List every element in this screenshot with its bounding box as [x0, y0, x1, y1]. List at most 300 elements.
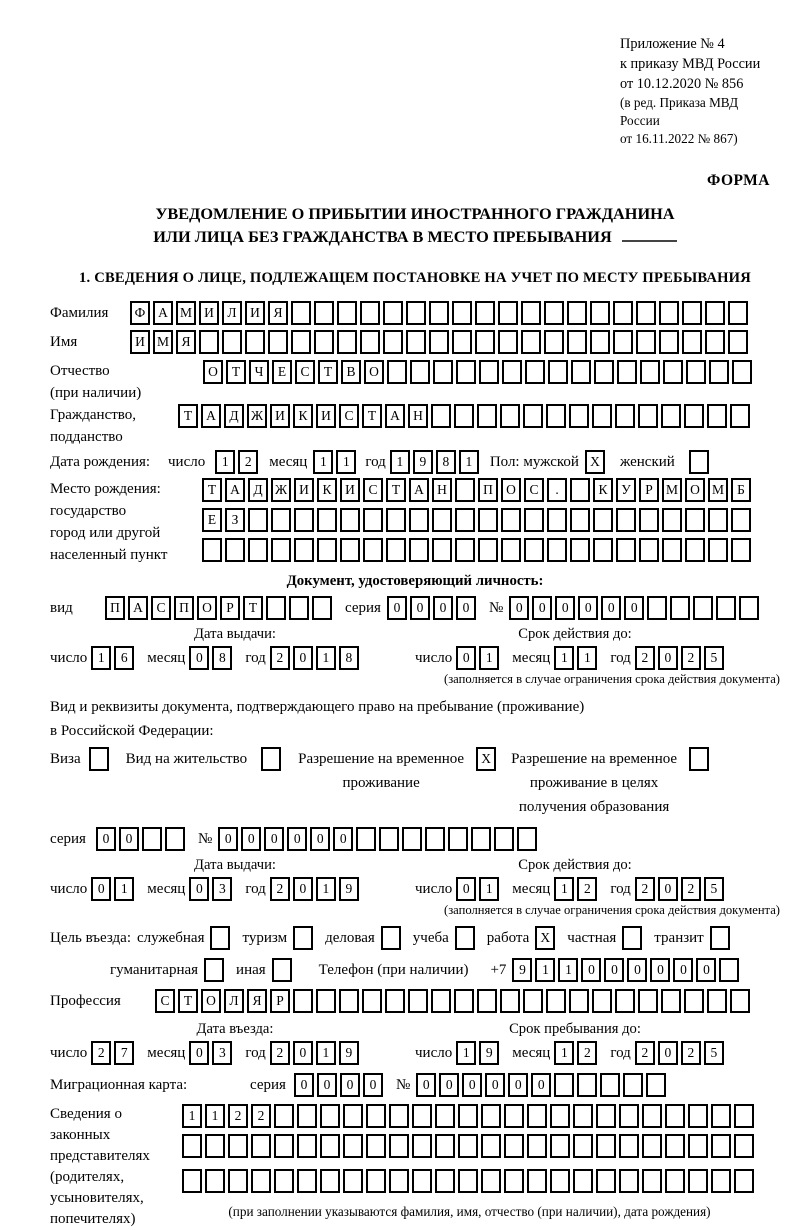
birth-month-cell[interactable]: 1 [313, 450, 333, 474]
citizenship-cell[interactable] [730, 404, 750, 428]
citizenship-cell[interactable] [684, 404, 704, 428]
patronymic-cell[interactable]: Е [272, 360, 292, 384]
patronymic-cell[interactable]: В [341, 360, 361, 384]
surname-cell[interactable]: А [153, 301, 173, 325]
birthplace-cell[interactable]: О [685, 478, 705, 502]
surname-cell[interactable] [613, 301, 633, 325]
birthplace-cell[interactable] [731, 508, 751, 532]
purpose-sluzhebnaya-cell[interactable] [210, 926, 230, 950]
migration-number-cell[interactable]: 0 [462, 1073, 482, 1097]
profession-cell[interactable] [546, 989, 566, 1013]
representatives-cell[interactable] [481, 1104, 501, 1128]
phone-digit-cell[interactable]: 1 [558, 958, 578, 982]
firstname-cell[interactable] [337, 330, 357, 354]
birth-day-cell[interactable]: 1 [215, 450, 235, 474]
representatives-cell[interactable] [412, 1104, 432, 1128]
representatives-cell[interactable] [228, 1134, 248, 1158]
representatives-cell[interactable] [251, 1134, 271, 1158]
firstname-cell[interactable] [452, 330, 472, 354]
representatives-cell[interactable]: 1 [205, 1104, 225, 1128]
stay-year-cell[interactable]: 0 [658, 1041, 678, 1065]
doc-number-cell[interactable]: 0 [532, 596, 552, 620]
representatives-cell[interactable] [550, 1169, 570, 1193]
birthplace-cell[interactable] [547, 538, 567, 562]
representatives-cell[interactable] [665, 1169, 685, 1193]
purpose-ucheba-cell[interactable] [455, 926, 475, 950]
entry-month-cell[interactable]: 0 [189, 1041, 209, 1065]
representatives-cell[interactable] [274, 1134, 294, 1158]
entry-day-cell[interactable]: 2 [91, 1041, 111, 1065]
purpose-rabota-cell[interactable]: X [535, 926, 555, 950]
profession-cell[interactable] [500, 989, 520, 1013]
firstname-cell[interactable] [268, 330, 288, 354]
birthplace-cell[interactable] [501, 538, 521, 562]
doc-number-cell[interactable]: 0 [601, 596, 621, 620]
representatives-cell[interactable] [711, 1104, 731, 1128]
doc-number-cell[interactable]: 0 [624, 596, 644, 620]
phone-digit-cell[interactable]: 0 [650, 958, 670, 982]
stay-day-cell[interactable]: 9 [479, 1041, 499, 1065]
firstname-cell[interactable] [199, 330, 219, 354]
patronymic-cell[interactable]: Т [318, 360, 338, 384]
representatives-cell[interactable] [550, 1104, 570, 1128]
permit-issue-day-cell[interactable]: 0 [91, 877, 111, 901]
citizenship-cell[interactable] [431, 404, 451, 428]
patronymic-cell[interactable] [479, 360, 499, 384]
firstname-cell[interactable] [360, 330, 380, 354]
doc-number-cell[interactable]: 0 [555, 596, 575, 620]
representatives-cell[interactable] [711, 1169, 731, 1193]
migration-series-cell[interactable]: 0 [340, 1073, 360, 1097]
firstname-cell[interactable] [613, 330, 633, 354]
representatives-cell[interactable] [297, 1104, 317, 1128]
visa-checkbox-cell[interactable] [89, 747, 109, 771]
profession-cell[interactable] [730, 989, 750, 1013]
citizenship-cell[interactable]: Т [178, 404, 198, 428]
representatives-cell[interactable] [596, 1169, 616, 1193]
doc-type-cell[interactable] [312, 596, 332, 620]
representatives-cell[interactable]: 2 [251, 1104, 271, 1128]
firstname-cell[interactable] [498, 330, 518, 354]
surname-cell[interactable] [544, 301, 564, 325]
profession-cell[interactable] [385, 989, 405, 1013]
representatives-cell[interactable] [527, 1104, 547, 1128]
birthplace-cell[interactable] [363, 508, 383, 532]
patronymic-cell[interactable] [640, 360, 660, 384]
profession-cell[interactable] [339, 989, 359, 1013]
representatives-cell[interactable] [734, 1134, 754, 1158]
surname-cell[interactable]: Л [222, 301, 242, 325]
representatives-cell[interactable] [458, 1134, 478, 1158]
permit-number-cell[interactable] [517, 827, 537, 851]
permit-expiry-day-cell[interactable]: 0 [456, 877, 476, 901]
birthplace-cell[interactable] [248, 508, 268, 532]
birthplace-cell[interactable]: И [294, 478, 314, 502]
representatives-cell[interactable] [527, 1169, 547, 1193]
surname-cell[interactable] [590, 301, 610, 325]
firstname-cell[interactable] [544, 330, 564, 354]
profession-cell[interactable] [477, 989, 497, 1013]
permit-series-cell[interactable]: 0 [119, 827, 139, 851]
doc-issue-day-cell[interactable]: 1 [91, 646, 111, 670]
patronymic-cell[interactable]: Ч [249, 360, 269, 384]
doc-type-cell[interactable]: О [197, 596, 217, 620]
birthplace-cell[interactable] [317, 538, 337, 562]
profession-cell[interactable]: Р [270, 989, 290, 1013]
birthplace-cell[interactable]: М [708, 478, 728, 502]
representatives-cell[interactable]: 1 [182, 1104, 202, 1128]
profession-cell[interactable] [707, 989, 727, 1013]
permit-number-cell[interactable]: 0 [287, 827, 307, 851]
firstname-cell[interactable] [590, 330, 610, 354]
stay-day-cell[interactable]: 1 [456, 1041, 476, 1065]
citizenship-cell[interactable]: К [293, 404, 313, 428]
migration-series-cell[interactable]: 0 [294, 1073, 314, 1097]
doc-issue-year-cell[interactable]: 8 [339, 646, 359, 670]
birthplace-cell[interactable] [455, 478, 475, 502]
citizenship-cell[interactable] [523, 404, 543, 428]
doc-issue-year-cell[interactable]: 1 [316, 646, 336, 670]
migration-series-cell[interactable]: 0 [317, 1073, 337, 1097]
citizenship-cell[interactable] [500, 404, 520, 428]
doc-issue-year-cell[interactable]: 0 [293, 646, 313, 670]
doc-type-cell[interactable]: П [174, 596, 194, 620]
patronymic-cell[interactable]: С [295, 360, 315, 384]
migration-number-cell[interactable] [600, 1073, 620, 1097]
profession-cell[interactable] [615, 989, 635, 1013]
birthplace-cell[interactable] [570, 538, 590, 562]
representatives-cell[interactable] [734, 1104, 754, 1128]
representatives-cell[interactable] [527, 1134, 547, 1158]
birthplace-cell[interactable] [685, 508, 705, 532]
citizenship-cell[interactable] [661, 404, 681, 428]
citizenship-cell[interactable] [454, 404, 474, 428]
representatives-cell[interactable] [297, 1169, 317, 1193]
doc-number-cell[interactable] [716, 596, 736, 620]
patronymic-cell[interactable]: О [364, 360, 384, 384]
purpose-delovaya-cell[interactable] [381, 926, 401, 950]
representatives-cell[interactable] [435, 1134, 455, 1158]
birthplace-cell[interactable] [294, 508, 314, 532]
birthplace-cell[interactable]: П [478, 478, 498, 502]
stay-month-cell[interactable]: 1 [554, 1041, 574, 1065]
representatives-cell[interactable] [642, 1104, 662, 1128]
entry-year-cell[interactable]: 0 [293, 1041, 313, 1065]
birth-month-cell[interactable]: 1 [336, 450, 356, 474]
birthplace-cell[interactable]: А [409, 478, 429, 502]
birthplace-cell[interactable] [294, 538, 314, 562]
profession-cell[interactable] [362, 989, 382, 1013]
birthplace-cell[interactable] [570, 478, 590, 502]
representatives-cell[interactable] [320, 1134, 340, 1158]
birthplace-cell[interactable] [685, 538, 705, 562]
profession-cell[interactable] [293, 989, 313, 1013]
representatives-cell[interactable] [343, 1134, 363, 1158]
permit-number-cell[interactable] [448, 827, 468, 851]
migration-number-cell[interactable] [623, 1073, 643, 1097]
representatives-cell[interactable] [205, 1134, 225, 1158]
surname-cell[interactable] [659, 301, 679, 325]
profession-cell[interactable] [454, 989, 474, 1013]
birthplace-cell[interactable] [409, 508, 429, 532]
representatives-cell[interactable] [251, 1169, 271, 1193]
citizenship-cell[interactable] [615, 404, 635, 428]
surname-cell[interactable] [475, 301, 495, 325]
representatives-cell[interactable] [688, 1104, 708, 1128]
birthplace-cell[interactable] [731, 538, 751, 562]
firstname-cell[interactable] [659, 330, 679, 354]
surname-cell[interactable] [452, 301, 472, 325]
doc-issue-month-cell[interactable]: 8 [212, 646, 232, 670]
profession-cell[interactable] [592, 989, 612, 1013]
patronymic-cell[interactable] [594, 360, 614, 384]
phone-digit-cell[interactable] [719, 958, 739, 982]
firstname-cell[interactable] [705, 330, 725, 354]
birthplace-cell[interactable] [616, 538, 636, 562]
permit-expiry-year-cell[interactable]: 5 [704, 877, 724, 901]
permit-number-cell[interactable]: 0 [264, 827, 284, 851]
permit-number-cell[interactable] [425, 827, 445, 851]
phone-digit-cell[interactable]: 0 [696, 958, 716, 982]
permit-series-cell[interactable]: 0 [96, 827, 116, 851]
migration-number-cell[interactable]: 0 [439, 1073, 459, 1097]
birth-year-cell[interactable]: 1 [390, 450, 410, 474]
firstname-cell[interactable] [222, 330, 242, 354]
representatives-cell[interactable] [182, 1169, 202, 1193]
entry-year-cell[interactable]: 9 [339, 1041, 359, 1065]
doc-series-cell[interactable]: 0 [456, 596, 476, 620]
surname-cell[interactable] [314, 301, 334, 325]
permit-expiry-month-cell[interactable]: 2 [577, 877, 597, 901]
birthplace-cell[interactable]: С [524, 478, 544, 502]
patronymic-cell[interactable] [410, 360, 430, 384]
permit-number-cell[interactable] [402, 827, 422, 851]
migration-number-cell[interactable]: 0 [416, 1073, 436, 1097]
citizenship-cell[interactable] [638, 404, 658, 428]
migration-number-cell[interactable]: 0 [508, 1073, 528, 1097]
patronymic-cell[interactable] [686, 360, 706, 384]
patronymic-cell[interactable] [525, 360, 545, 384]
purpose-gumanitarnaya-cell[interactable] [204, 958, 224, 982]
doc-type-cell[interactable] [266, 596, 286, 620]
firstname-cell[interactable] [567, 330, 587, 354]
birthplace-cell[interactable] [340, 538, 360, 562]
permit-issue-year-cell[interactable]: 2 [270, 877, 290, 901]
doc-type-cell[interactable]: А [128, 596, 148, 620]
birthplace-cell[interactable] [363, 538, 383, 562]
citizenship-cell[interactable] [569, 404, 589, 428]
doc-issue-year-cell[interactable]: 2 [270, 646, 290, 670]
firstname-cell[interactable] [429, 330, 449, 354]
doc-expiry-day-cell[interactable]: 0 [456, 646, 476, 670]
representatives-cell[interactable] [366, 1104, 386, 1128]
citizenship-cell[interactable]: С [339, 404, 359, 428]
birthplace-cell[interactable] [317, 508, 337, 532]
surname-cell[interactable]: Ф [130, 301, 150, 325]
birthplace-cell[interactable] [524, 538, 544, 562]
surname-cell[interactable]: Я [268, 301, 288, 325]
representatives-cell[interactable] [573, 1134, 593, 1158]
birthplace-cell[interactable] [409, 538, 429, 562]
profession-cell[interactable] [408, 989, 428, 1013]
permit-expiry-day-cell[interactable]: 1 [479, 877, 499, 901]
doc-number-cell[interactable] [647, 596, 667, 620]
firstname-cell[interactable] [682, 330, 702, 354]
representatives-cell[interactable] [274, 1169, 294, 1193]
profession-cell[interactable] [638, 989, 658, 1013]
representatives-cell[interactable] [665, 1104, 685, 1128]
birthplace-cell[interactable] [271, 538, 291, 562]
birthplace-cell[interactable]: З [225, 508, 245, 532]
surname-cell[interactable] [429, 301, 449, 325]
surname-cell[interactable] [636, 301, 656, 325]
profession-cell[interactable]: Я [247, 989, 267, 1013]
doc-number-cell[interactable] [693, 596, 713, 620]
doc-issue-day-cell[interactable]: 6 [114, 646, 134, 670]
representatives-cell[interactable] [343, 1169, 363, 1193]
stay-month-cell[interactable]: 2 [577, 1041, 597, 1065]
representatives-cell[interactable] [573, 1169, 593, 1193]
representatives-cell[interactable] [366, 1169, 386, 1193]
phone-digit-cell[interactable]: 0 [627, 958, 647, 982]
doc-number-cell[interactable] [739, 596, 759, 620]
surname-cell[interactable] [705, 301, 725, 325]
doc-expiry-year-cell[interactable]: 2 [635, 646, 655, 670]
birthplace-cell[interactable]: М [662, 478, 682, 502]
migration-number-cell[interactable]: 0 [485, 1073, 505, 1097]
migration-number-cell[interactable] [646, 1073, 666, 1097]
surname-cell[interactable] [682, 301, 702, 325]
patronymic-cell[interactable]: Т [226, 360, 246, 384]
birthplace-cell[interactable] [616, 508, 636, 532]
stay-year-cell[interactable]: 2 [635, 1041, 655, 1065]
stay-year-cell[interactable]: 5 [704, 1041, 724, 1065]
representatives-cell[interactable] [435, 1169, 455, 1193]
citizenship-cell[interactable] [707, 404, 727, 428]
patronymic-cell[interactable] [571, 360, 591, 384]
phone-digit-cell[interactable]: 9 [512, 958, 532, 982]
representatives-cell[interactable] [274, 1104, 294, 1128]
firstname-cell[interactable] [475, 330, 495, 354]
representatives-cell[interactable] [228, 1169, 248, 1193]
birthplace-cell[interactable] [455, 508, 475, 532]
surname-cell[interactable] [728, 301, 748, 325]
doc-series-cell[interactable]: 0 [433, 596, 453, 620]
permit-expiry-month-cell[interactable]: 1 [554, 877, 574, 901]
representatives-cell[interactable] [688, 1169, 708, 1193]
profession-cell[interactable]: О [201, 989, 221, 1013]
profession-cell[interactable] [661, 989, 681, 1013]
representatives-cell[interactable] [665, 1134, 685, 1158]
citizenship-cell[interactable] [477, 404, 497, 428]
birthplace-cell[interactable]: . [547, 478, 567, 502]
birthplace-cell[interactable] [225, 538, 245, 562]
permit-expiry-year-cell[interactable]: 2 [635, 877, 655, 901]
phone-digit-cell[interactable]: 1 [535, 958, 555, 982]
birthplace-cell[interactable] [501, 508, 521, 532]
citizenship-cell[interactable]: Ж [247, 404, 267, 428]
profession-cell[interactable] [316, 989, 336, 1013]
birthplace-cell[interactable] [639, 538, 659, 562]
birthplace-cell[interactable] [662, 508, 682, 532]
patronymic-cell[interactable] [456, 360, 476, 384]
firstname-cell[interactable] [636, 330, 656, 354]
representatives-cell[interactable] [412, 1169, 432, 1193]
patronymic-cell[interactable] [732, 360, 752, 384]
permit-issue-year-cell[interactable]: 9 [339, 877, 359, 901]
entry-month-cell[interactable]: 3 [212, 1041, 232, 1065]
doc-expiry-month-cell[interactable]: 1 [554, 646, 574, 670]
permit-number-cell[interactable]: 0 [333, 827, 353, 851]
firstname-cell[interactable] [291, 330, 311, 354]
birthplace-cell[interactable]: Д [248, 478, 268, 502]
birthplace-cell[interactable] [547, 508, 567, 532]
surname-cell[interactable]: М [176, 301, 196, 325]
doc-expiry-month-cell[interactable]: 1 [577, 646, 597, 670]
surname-cell[interactable] [383, 301, 403, 325]
birthplace-cell[interactable]: Р [639, 478, 659, 502]
birthplace-cell[interactable]: Е [202, 508, 222, 532]
residence-permit-checkbox-cell[interactable] [261, 747, 281, 771]
citizenship-cell[interactable] [546, 404, 566, 428]
citizenship-cell[interactable]: И [316, 404, 336, 428]
representatives-cell[interactable] [389, 1169, 409, 1193]
patronymic-cell[interactable] [663, 360, 683, 384]
representatives-cell[interactable] [504, 1169, 524, 1193]
surname-cell[interactable] [337, 301, 357, 325]
permit-series-cell[interactable] [165, 827, 185, 851]
permit-number-cell[interactable]: 0 [241, 827, 261, 851]
entry-day-cell[interactable]: 7 [114, 1041, 134, 1065]
permit-issue-month-cell[interactable]: 3 [212, 877, 232, 901]
surname-cell[interactable] [291, 301, 311, 325]
birthplace-cell[interactable] [386, 508, 406, 532]
representatives-cell[interactable] [573, 1104, 593, 1128]
birthplace-cell[interactable]: Т [202, 478, 222, 502]
representatives-cell[interactable] [320, 1104, 340, 1128]
doc-type-cell[interactable]: Т [243, 596, 263, 620]
citizenship-cell[interactable]: Т [362, 404, 382, 428]
permit-issue-month-cell[interactable]: 0 [189, 877, 209, 901]
firstname-cell[interactable] [383, 330, 403, 354]
profession-cell[interactable]: Т [178, 989, 198, 1013]
representatives-cell[interactable] [435, 1104, 455, 1128]
representatives-cell[interactable] [619, 1104, 639, 1128]
representatives-cell[interactable] [343, 1104, 363, 1128]
doc-type-cell[interactable]: П [105, 596, 125, 620]
representatives-cell[interactable]: 2 [228, 1104, 248, 1128]
surname-cell[interactable]: И [199, 301, 219, 325]
firstname-cell[interactable] [314, 330, 334, 354]
migration-number-cell[interactable] [577, 1073, 597, 1097]
representatives-cell[interactable] [504, 1134, 524, 1158]
representatives-cell[interactable] [481, 1169, 501, 1193]
representatives-cell[interactable] [504, 1104, 524, 1128]
profession-cell[interactable] [684, 989, 704, 1013]
representatives-cell[interactable] [596, 1134, 616, 1158]
permit-number-cell[interactable]: 0 [310, 827, 330, 851]
representatives-cell[interactable] [550, 1134, 570, 1158]
birth-day-cell[interactable]: 2 [238, 450, 258, 474]
birthplace-cell[interactable]: И [340, 478, 360, 502]
patronymic-cell[interactable] [709, 360, 729, 384]
citizenship-cell[interactable]: А [385, 404, 405, 428]
doc-number-cell[interactable] [670, 596, 690, 620]
patronymic-cell[interactable] [433, 360, 453, 384]
surname-cell[interactable] [406, 301, 426, 325]
birth-year-cell[interactable]: 9 [413, 450, 433, 474]
purpose-tranzit-cell[interactable] [710, 926, 730, 950]
